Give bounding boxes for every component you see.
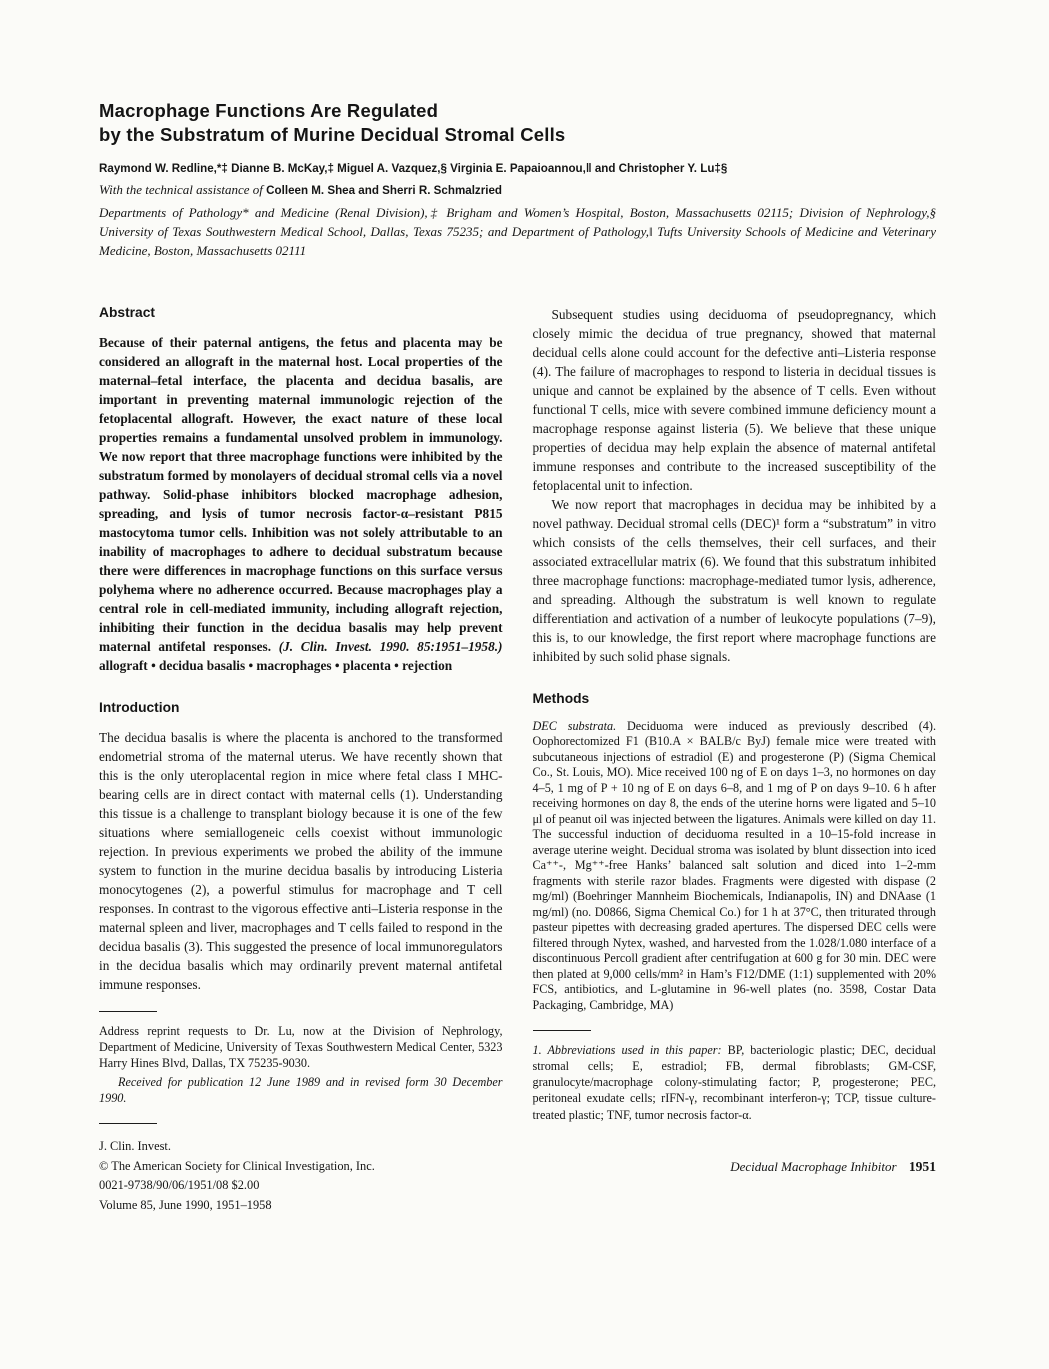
paper-title (99, 99, 936, 147)
technical-assistance (99, 182, 936, 198)
assistance-lead: With the technical assistance of (99, 182, 263, 198)
copyright-line: © The American Society for Clinical Investigation, Inc. (99, 1158, 375, 1173)
journal-name: J. Clin. Invest. (99, 1139, 171, 1154)
footnote-rule (99, 1011, 157, 1012)
methods-text (533, 719, 937, 1013)
two-column-body (99, 305, 936, 1215)
methods-lead: DEC substrata. (532, 719, 617, 733)
title-line-1: Macrophage Functions Are Regulated (99, 100, 439, 121)
abbreviations-footnote-text: BP, bacteriologic plastic; DEC, decidual stromal cells; E, estradiol; FB, dermal fibroblasts; GM-CSF, granulocyte/macrophage colony-stimulating factor; P, progesterone; PEC, peritoneal exudate cells; rIFN-γ, recombinant interferon-γ; TCP, tissue culture-treated plastic; TNF, tumor necrosis factor-α. (532, 1043, 937, 1122)
running-title: Decidual Macrophage Inhibitor (730, 1158, 897, 1174)
introduction-heading: Introduction (99, 700, 180, 715)
abstract-citation: (J. Clin. Invest. 1990. 85:1951–1958.) (278, 639, 503, 654)
title-line-2: by the Substratum of Murine Decidual Stromal Cells (99, 124, 566, 146)
journal-info (99, 1137, 503, 1214)
abbreviations-footnote (533, 1042, 937, 1122)
page-number: 1951 (908, 1158, 936, 1174)
abstract-keywords: allograft • decidua basalis • macrophages • placenta • rejection (99, 658, 453, 673)
affiliations: Departments of Pathology* and Medicine (Renal Division),‡ Brigham and Women’s Hospital, Boston, Massachusetts 02115; Division of Nephrology,§ University of Texas Southwestern Medical School, Dallas, Texas 75235; and Department of Pathology,‖ Tufts University Schools of Medicine and Veterinary Medicine, Boston, Massachusetts 02111 (99, 205, 936, 259)
issn-price-line: 0021-9738/90/06/1951/08 $2.00 (99, 1178, 260, 1193)
authors-line: Raymond W. Redline,*‡ Dianne B. McKay,‡ Miguel A. Vazquez,§ Virginia E. Papaioannou,‖ and Christopher Y. Lu‡§ (99, 162, 728, 176)
abstract-text (99, 333, 503, 675)
body-paragraph-we-now-report: We now report that macrophages in decidua may be inhibited by a novel pathway. Decidual stromal cells (DEC)¹ form a “substratum” in vitro which consists of the cells themselves, their cell surfaces, and their associated extracellular matrix (6). We found that this substratum inhibited three macrophage functions: macrophage-mediated tumor lysis, adherence, and spreading. Although the substratum is well known to regulate differentiation and activation of a number of leukocyte populations (7–9), this is, to our knowledge, the first report where macrophage functions are inhibited by such solid phase signals. (532, 497, 936, 664)
abbreviations-footnote-lead: 1. Abbreviations used in this paper: (532, 1043, 722, 1058)
assistance-names: Colleen M. Shea and Sherri R. Schmalzried (266, 184, 502, 198)
abbreviations-rule (533, 1030, 591, 1031)
right-column (533, 305, 937, 1215)
abstract-heading: Abstract (99, 305, 155, 320)
body-paragraph-subsequent-studies: Subsequent studies using deciduoma of pseudopregnancy, which closely mimic the decidua of true pregnancy, showed that maternal decidual cells alone could account for the defective anti–Listeria response (4). The failure of macrophages to respond to listeria in decidual tissues is unique and cannot be explained by the absence of T cells. Even without functional T cells, mice with severe combined immune deficiency mount a macrophage response against listeria (5). We believe that these unique properties of decidua may help explain the absence of maternal antifetal immune responses and contribute to the increased susceptibility of the fetoplacental unit to infection. (532, 307, 936, 493)
page-footer (533, 1159, 937, 1175)
paper-header (99, 99, 936, 261)
methods-heading: Methods (532, 691, 590, 706)
journal-rule (99, 1123, 157, 1124)
abstract-body-text: Because of their paternal antigens, the fetus and placenta may be considered an allograft in the maternal host. Local properties of the maternal–fetal interface, the placenta and decidua basalis, are important in preventing maternal immunologic rejection of the fetoplacental allograft. However, the exact nature of these local properties remains a fundamental unsolved problem in immunology. We now report that three macrophage functions were inhibited by the substratum formed by monolayers of decidual stromal cells via a novel pathway. Solid-phase inhibitors blocked macrophage adhesion, spreading, and lysis of tumor necrosis factor-α–resistant P815 mastocytoma tumor cells. Inhibition was not solely attributable to an inability of macrophages to adhere to decidual substratum because there were differences in macrophage functions on this surface versus polyhema where no adherence occurred. Because macrophages play a central role in cell-mediated immunity, including allograft rejection, inhibiting their function in the decidua basalis may help prevent maternal antifetal responses. (99, 335, 503, 654)
reprint-request-footnote: Address reprint requests to Dr. Lu, now at the Division of Nephrology, Department of Medicine, University of Texas Southwestern Medical Center, 5323 Harry Hines Blvd, Dallas, TX 75235-9030. (99, 1024, 503, 1071)
volume-line: Volume 85, June 1990, 1951–1958 (99, 1197, 272, 1212)
introduction-text: The decidua basalis is where the placenta is anchored to the transformed endometrial stroma of the maternal uterus. We have recently shown that this is the only uteroplacental region in mice where fetal class I MHC-bearing cells are in direct contact with maternal cells (1). Understanding this tissue is a challenge to transplant biology because it is one of the few situations where semiallogeneic cells coexist without immunologic rejection. In previous experiments we probed the ability of the immune system to function in the murine decidua basalis by introducing Listeria monocytogenes (2), a powerful stimulus for macrophage and T cell responses. In contrast to the vigorous effective anti–Listeria response in the maternal spleen and liver, macrophages and T cells failed to respond in the decidua basalis (3). This suggested the presence of local immunoregulators in the decidua basalis which may ordinarily prevent maternal antifetal immune responses. (99, 730, 503, 992)
received-footnote: Received for publication 12 June 1989 and in revised form 30 December 1990. (99, 1075, 503, 1106)
left-column (99, 305, 503, 1215)
methods-body: Deciduoma were induced as previously described (4). Oophorectomized F1 (B10.A × BALB/c ByJ) female mice were treated with subcutaneous injections of estradiol (E) and progesterone (P) (Sigma Chemical Co., St. Louis, MO). Mice received 100 ng of E on days 1–3, no hormones on day 4–5, 1 mg of P + 10 ng of E on days 6–8, and 1 mg of P on days 9–10. 6 h after receiving hormones on day 8, the ends of the uterine horns were ligated and 5–10 μl of peanut oil was injected between the ligatures. Animals were killed on day 11. The successful induction of deciduoma resulted in a 10–15-fold increase in average uterine weight. Decidual stroma was isolated by blunt dissection into iced Ca⁺⁺-, Mg⁺⁺-free Hanks’ balanced salt solution and diced into 1–2-mm fragments with sterile razor blades. Fragments were digested with dispase (2 mg/ml) (Boehringer Mannheim Biochemicals, Indianapolis, IN) and DNAase (1 mg/ml) (no. D0866, Sigma Chemical Co.) for 1 h at 37°C, then triturated through pasteur pipettes with decreasing graded apertures. The dispersed DEC cells were filtered through Nytex, washed, and harvested from the 1.028/1.080 interface of a discontinuous Percoll gradient after centrifugation at 600 g for 30 min. DEC were then plated at 9,000 cells/mm² in Ham’s F12/DME (1:1) supplemented with 20% FCS, antibiotics, and L-glutamine in 96-well plates (no. 3598, Costar Data Packaging, Cambridge, MA) (532, 719, 936, 1012)
